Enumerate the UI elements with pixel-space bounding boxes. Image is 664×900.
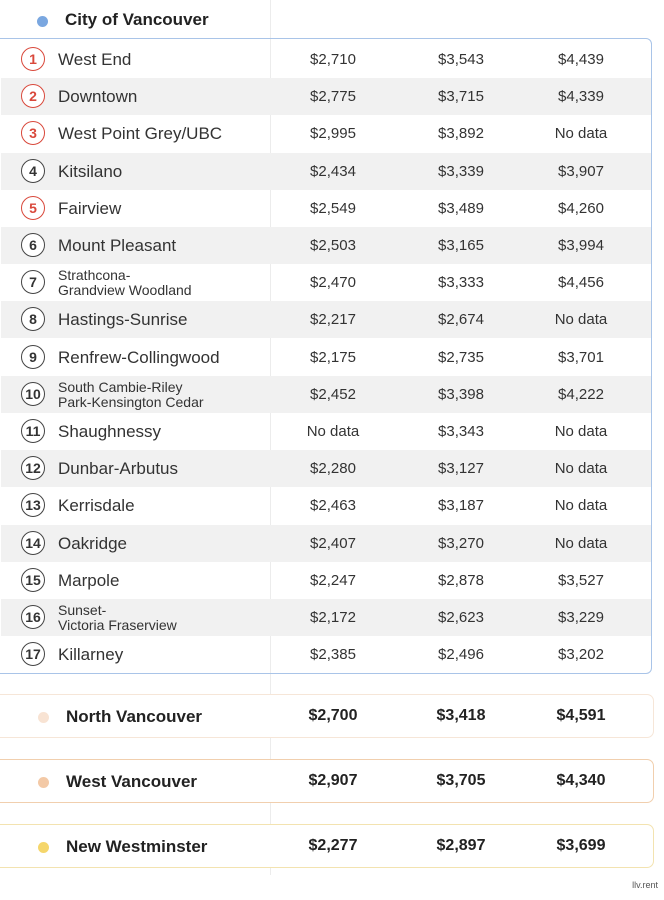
rank-badge: 11 [21, 419, 45, 443]
rent-value-v3: No data [554, 423, 608, 440]
city-title: City of Vancouver [65, 10, 209, 29]
rent-value-v1: $2,775 [310, 88, 356, 106]
city-neighborhood-table [0, 38, 652, 674]
rent-value-v3: $3,994 [558, 237, 604, 254]
rent-value-v3: $4,339 [558, 88, 604, 106]
rent-value-v3: $3,907 [558, 162, 604, 180]
rent-value-v3: $3,229 [558, 609, 604, 626]
rent-value-v2: $2,674 [438, 311, 484, 329]
rent-value-v1: $2,710 [310, 51, 356, 68]
legend-dot [38, 712, 49, 723]
table-row [1, 450, 651, 487]
summary-row [0, 694, 654, 738]
rent-value-v3: $3,202 [558, 646, 604, 664]
neighborhood-name: West End [58, 50, 132, 69]
rent-value-v1: $2,503 [310, 237, 356, 254]
rent-value-v3: No data [554, 497, 608, 515]
rent-value-v2: $3,333 [438, 274, 484, 292]
rent-value-v1: $2,217 [310, 311, 356, 329]
rent-value-v1: $2,175 [310, 348, 356, 366]
legend-dot [38, 777, 49, 788]
neighborhood-name: Kerrisdale [58, 496, 135, 516]
rank-badge: 3 [21, 121, 45, 145]
rent-value-v2: $2,735 [438, 348, 484, 366]
table-row [1, 41, 651, 78]
rent-value-v2: $3,892 [438, 125, 484, 143]
neighborhood-name: Renfrew-Collingwood [58, 347, 220, 367]
neighborhood-name: Strathcona- Grandview Woodland [58, 267, 192, 299]
table-row [1, 227, 651, 264]
neighborhood-name: Hastings-Sunrise [58, 310, 188, 330]
rent-value-v1: $2,172 [310, 609, 356, 626]
table-row [1, 190, 651, 227]
table-row [1, 376, 651, 413]
rent-value-v3: $3,701 [558, 348, 604, 366]
rent-value-v2: $3,715 [438, 88, 484, 106]
neighborhood-name: Oakridge [58, 533, 127, 553]
rank-badge: 1 [21, 47, 45, 71]
rent-value-v2: $3,398 [438, 385, 484, 403]
neighborhood-name: Shaughnessy [58, 422, 162, 441]
neighborhood-name: West Point Grey/UBC [58, 124, 223, 144]
rent-value-v2: $3,705 [436, 772, 486, 789]
rent-value-v3: $4,340 [556, 772, 606, 789]
rank-badge: 8 [21, 307, 45, 331]
rent-value-v1: $2,995 [310, 125, 356, 143]
rent-value-v1: $2,470 [310, 274, 356, 292]
rent-value-v3: $4,456 [558, 274, 604, 292]
rent-value-v2: $3,543 [438, 51, 484, 68]
rank-badge: 14 [21, 531, 45, 555]
table-row [1, 636, 651, 673]
rank-badge: 10 [21, 382, 45, 406]
legend-dot [38, 842, 49, 853]
rank-badge: 2 [21, 84, 45, 108]
rent-value-v1: $2,277 [308, 837, 358, 854]
rent-value-v1: $2,434 [310, 162, 356, 180]
neighborhood-name: South Cambie-Riley Park-Kensington Cedar [58, 378, 204, 410]
neighborhood-name: Mount Pleasant [58, 236, 177, 255]
rent-value-v2: $3,418 [436, 707, 486, 724]
rank-badge: 16 [21, 605, 45, 629]
rent-value-v3: No data [554, 534, 608, 552]
rank-badge: 5 [21, 196, 45, 220]
rent-value-v3: $4,222 [558, 385, 604, 403]
rent-value-v2: $2,496 [438, 646, 484, 664]
rent-value-v2: $2,623 [438, 609, 484, 626]
rent-value-v1: $2,407 [310, 534, 356, 552]
rent-value-v1: $2,549 [310, 199, 356, 217]
table-row [1, 562, 651, 599]
rent-value-v1: $2,247 [310, 571, 356, 589]
neighborhood-name: Dunbar-Arbutus [58, 459, 179, 479]
rent-value-v1: $2,385 [310, 646, 356, 664]
table-row [1, 487, 651, 524]
rank-badge: 17 [21, 642, 45, 666]
rent-value-v2: $3,165 [438, 237, 484, 254]
rent-value-v3: No data [554, 311, 608, 329]
neighborhood-name: Sunset- Victoria Fraserview [58, 602, 177, 633]
summary-row [0, 759, 654, 803]
rent-value-v1: No data [306, 423, 360, 440]
rank-badge: 12 [21, 456, 45, 480]
table-row [1, 525, 651, 562]
neighborhood-name: Marpole [58, 570, 120, 590]
rent-value-v3: $3,699 [556, 837, 606, 854]
rent-value-v1: $2,907 [308, 772, 358, 789]
rent-value-v3: No data [554, 460, 608, 478]
rank-badge: 6 [21, 233, 45, 257]
neighborhood-name: Killarney [58, 645, 124, 665]
rent-value-v2: $3,270 [438, 534, 484, 552]
neighborhood-name: Downtown [58, 87, 138, 107]
rent-value-v3: No data [554, 125, 608, 143]
rent-value-v3: $4,591 [556, 707, 606, 724]
municipality-name: West Vancouver [66, 772, 198, 791]
city-header [0, 0, 664, 38]
rent-value-v1: $2,452 [310, 385, 356, 403]
municipality-name: New Westminster [66, 837, 208, 856]
city-legend-dot [37, 16, 48, 27]
rank-badge: 9 [21, 345, 45, 369]
table-row [1, 413, 651, 450]
neighborhood-name: Kitsilano [58, 161, 123, 181]
table-row [1, 599, 651, 636]
table-row [1, 301, 651, 338]
rent-value-v3: $3,527 [558, 571, 604, 589]
summary-row [0, 824, 654, 868]
rent-value-v2: $3,489 [438, 199, 484, 217]
rent-value-v2: $3,187 [438, 497, 484, 515]
table-row [1, 78, 651, 115]
table-row [1, 264, 651, 301]
rent-value-v2: $3,343 [438, 423, 484, 440]
rent-value-v3: $4,439 [558, 51, 604, 68]
table-row [1, 153, 651, 190]
rent-value-v1: $2,700 [308, 707, 358, 724]
rent-value-v1: $2,280 [310, 460, 356, 478]
neighborhood-name: Fairview [58, 198, 122, 218]
rank-badge: 13 [21, 493, 45, 517]
watermark: llv.rent [632, 880, 658, 890]
rank-badge: 7 [21, 270, 45, 294]
rent-value-v2: $3,127 [438, 460, 484, 478]
rank-badge: 15 [21, 568, 45, 592]
rank-badge: 4 [21, 159, 45, 183]
municipality-name: North Vancouver [66, 707, 203, 726]
table-row [1, 115, 651, 152]
rent-value-v2: $3,339 [438, 162, 484, 180]
rent-value-v2: $2,878 [438, 571, 484, 589]
rent-value-v1: $2,463 [310, 497, 356, 515]
table-row [1, 339, 651, 376]
rent-value-v3: $4,260 [558, 199, 604, 217]
rent-value-v2: $2,897 [436, 837, 486, 854]
